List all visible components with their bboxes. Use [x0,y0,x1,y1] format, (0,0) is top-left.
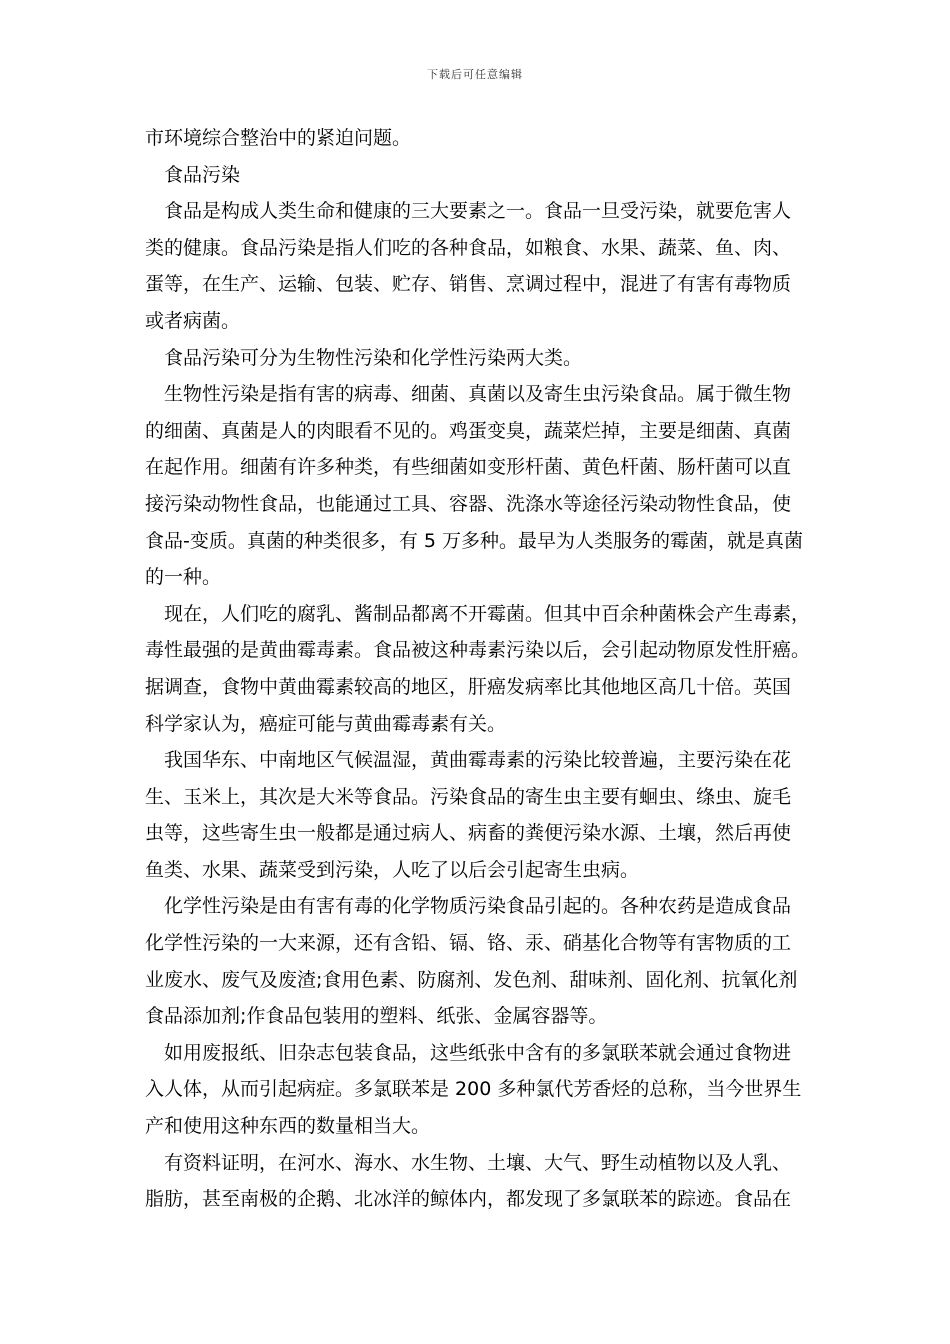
paragraph-line: 蛋等，在生产、运输、包装、贮存、销售、烹调过程中，混进了有害有毒物质 [145,273,792,296]
paragraph-line: 食品污染可分为生物性污染和化学性污染两大类。 [164,346,583,369]
paragraph-line: 生、玉米上，其次是大米等食品。污染食品的寄生虫主要有蛔虫、绦虫、旋毛 [145,785,792,808]
paragraph [145,157,805,194]
paragraph-line: 食品-变质。真菌的种类很多，有 5 万多种。最早为人类服务的霉菌，就是真菌 [145,529,804,552]
paragraph [145,596,811,742]
paragraph-line: 入人体，从而引起病症。多氯联苯是 200 多种氯代芳香烃的总称，当今世界生 [145,1078,802,1101]
paragraph-line: 类的健康。食品污染是指人们吃的各种食品，如粮食、水果、蔬菜、鱼、肉、 [145,236,792,259]
paragraph-line: 的细菌、真菌是人的肉眼看不见的。鸡蛋变臭，蔬菜烂掉，主要是细菌、真菌 [145,419,792,442]
paragraph-line: 食品污染 [164,163,241,186]
paragraph-line: 毒性最强的是黄曲霉毒素。食品被这种毒素污染以后，会引起动物原发性肝癌。 [145,639,811,662]
paragraph-line: 科学家认为，癌症可能与黄曲霉毒素有关。 [145,712,507,735]
paragraph-line: 虫等，这些寄生虫一般都是通过病人、病畜的粪便污染水源、土壤，然后再使 [145,822,792,845]
paragraph [145,376,805,596]
paragraph [145,120,805,157]
paragraph [145,1035,805,1145]
paragraph [145,1145,805,1218]
paragraph [145,742,805,888]
paragraph-line: 有资料证明，在河水、海水、水生物、土壤、大气、野生动植物以及人乳、 [164,1151,792,1174]
paragraph-line: 现在，人们吃的腐乳、酱制品都离不开霉菌。但其中百余种菌株会产生毒素， [164,602,811,625]
paragraph-line: 据调查，食物中黄曲霉素较高的地区，肝癌发病率比其他地区高几十倍。英国 [145,675,792,698]
paragraph-line: 化学性污染的一大来源，还有含铅、镉、铬、汞、硝基化合物等有害物质的工 [145,932,792,955]
paragraph-line: 如用废报纸、旧杂志包装食品，这些纸张中含有的多氯联苯就会通过食物进 [164,1041,792,1064]
document-body [145,120,811,1218]
paragraph [145,193,805,339]
paragraph [145,340,805,377]
paragraph [145,888,805,1034]
paragraph-line: 接污染动物性食品，也能通过工具、容器、洗涤水等途径污染动物性食品，使 [145,492,792,515]
paragraph-line: 脂肪，甚至南极的企鹅、北冰洋的鲸体内，都发现了多氯联苯的踪迹。食品在 [145,1188,792,1211]
paragraph-line: 化学性污染是由有害有毒的化学物质污染食品引起的。各种农药是造成食品 [164,895,792,918]
paragraph-line: 产和使用这种东西的数量相当大。 [145,1115,431,1138]
paragraph-line: 食品添加剂;作食品包装用的塑料、纸张、金属容器等。 [145,1005,608,1028]
paragraph-line: 或者病菌。 [145,309,241,332]
paragraph-line: 业废水、废气及废渣;食用色素、防腐剂、发色剂、甜味剂、固化剂、抗氧化剂 [145,968,798,991]
paragraph-line: 鱼类、水果、蔬菜受到污染，人吃了以后会引起寄生虫病。 [145,858,640,881]
paragraph-line: 在起作用。细菌有许多种类，有些细菌如变形杆菌、黄色杆菌、肠杆菌可以直 [145,456,792,479]
paragraph-line: 市环境综合整治中的紧迫问题。 [145,127,412,149]
paragraph-line: 的一种。 [145,566,222,589]
paragraph-line: 食品是构成人类生命和健康的三大要素之一。食品一旦受污染，就要危害人 [164,200,792,223]
page-header: 下载后可任意编辑 [427,68,523,81]
paragraph-line: 生物性污染是指有害的病毒、细菌、真菌以及寄生虫污染食品。属于微生物 [164,383,792,406]
paragraph-line: 我国华东、中南地区气候温湿，黄曲霉毒素的污染比较普遍，主要污染在花 [164,749,792,772]
